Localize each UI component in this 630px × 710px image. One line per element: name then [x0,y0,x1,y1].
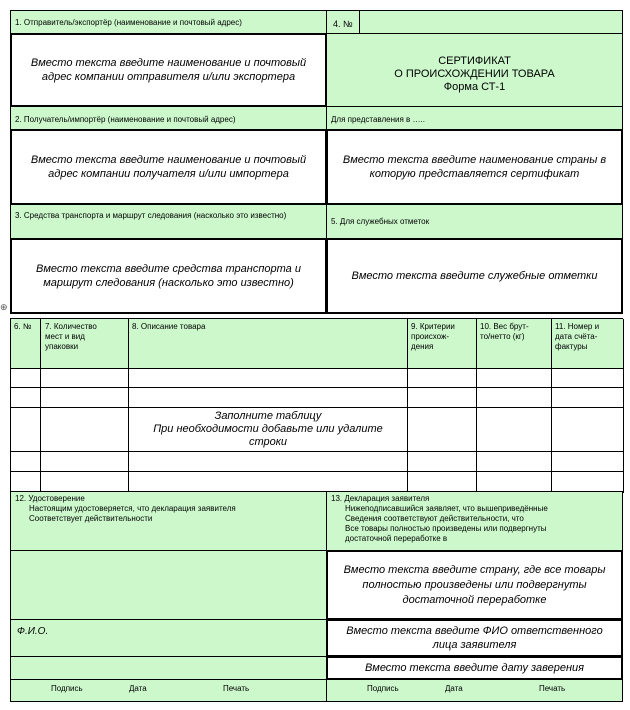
certificate-title-line3: Форма СТ-1 [443,80,506,93]
recipient-address-field[interactable]: Вместо текста введите наименование и почтовый адрес компании получателя и/или импортера [10,129,327,205]
certificate-title-line1: СЕРТИФИКАТ [438,54,511,67]
box2-label: 2. Получатель/импортёр (наименование и почтовый адрес) [10,106,327,130]
table-cell[interactable] [552,452,624,472]
fio-cell[interactable] [10,619,327,657]
certificate-number-field[interactable] [359,10,623,34]
table-cell[interactable] [129,388,408,408]
box13-label: 13. Декларация заявителя [331,494,430,503]
col-header-origin-criteria: 9. Критерии происхож-дения [408,319,477,369]
box4-label-cell [326,10,360,34]
table-cell[interactable] [11,452,41,472]
box13-text: Нижеподписавшийся заявляет, что вышеприведённые Сведения соответствуют действительности, что Все товары полностью произведены или подвергнуты достаточной переработке в [345,504,548,543]
box4-label: 4. № [333,19,353,29]
table-cell[interactable] [408,369,477,388]
origin-country-field[interactable]: Вместо текста введите страну, где все товары полностью произведены или подвергнуты достаточной переработке [326,550,623,620]
col-header-number: 6. № [11,319,41,369]
table-cell[interactable] [41,408,129,452]
col-header-weight: 10. Вес брут-то/нетто (кг) [477,319,552,369]
table-cell[interactable] [408,388,477,408]
goods-table [10,318,623,492]
table-cell[interactable] [477,408,552,452]
date-label-right: Дата [445,684,463,693]
table-move-handle-icon[interactable]: ⊕ [0,302,8,312]
transport-route-field[interactable]: Вместо текста введите средства транспорта и маршрут следования (насколько это известно) [10,238,327,314]
table-cell[interactable] [552,408,624,452]
seal-label-right: Печать [539,684,566,693]
table-cell[interactable] [552,369,624,388]
box5-label: 5. Для служебных отметок [326,204,623,239]
table-cell[interactable] [41,369,129,388]
box13 [326,491,623,551]
table-cell[interactable] [408,472,477,493]
box1-label: 1. Отправитель/экспортёр (наименование и почтовый адрес) [10,10,327,34]
box12 [10,491,327,551]
table-cell[interactable] [129,452,408,472]
table-cell[interactable] [11,408,41,452]
col-header-invoice: 11. Номер и дата счёта-фактуры [552,319,624,369]
table-cell[interactable] [41,388,129,408]
signature-row-right [326,679,623,702]
table-cell[interactable] [552,388,624,408]
official-notes-field[interactable]: Вместо текста введите служебные отметки [326,238,623,314]
box12-label: 12. Удостоверение [15,494,85,503]
table-cell[interactable] [477,369,552,388]
table-cell[interactable] [129,369,408,388]
certificate-title [326,33,623,107]
fio-label: Ф.И.О. [17,626,49,637]
table-fill-hint[interactable]: Заполните таблицу При необходимости добавьте или удалите строки [129,408,408,452]
certification-date-field[interactable]: Вместо текста введите дату заверения [326,656,623,680]
box12-text: Настоящим удостоверяется, что декларация заявителя Соответствует действительности [29,504,236,523]
table-cell[interactable] [477,472,552,493]
sender-address-field[interactable]: Вместо текста введите наименование и почтовый адрес компании отправителя и/или экспортера [10,33,327,107]
responsible-person-field[interactable]: Вместо текста введите ФИО ответственного лица заявителя [326,619,623,657]
table-cell[interactable] [41,472,129,493]
signature-row-left [10,679,327,702]
table-cell[interactable] [41,452,129,472]
table-cell[interactable] [408,408,477,452]
table-cell[interactable] [408,452,477,472]
certification-stamp-area[interactable] [10,550,327,620]
signature-label-left: Подпись [51,684,83,693]
blank-cell [10,656,327,680]
table-cell[interactable] [11,388,41,408]
destination-country-field[interactable]: Вместо текста введите наименование страны в которую представляется сертификат [326,129,623,205]
table-cell[interactable] [552,472,624,493]
table-cell[interactable] [129,472,408,493]
table-cell[interactable] [477,452,552,472]
col-header-packages: 7. Количество мест и вид упаковки [41,319,129,369]
seal-label-left: Печать [223,684,250,693]
signature-label-right: Подпись [367,684,399,693]
box3-label: 3. Средства транспорта и маршрут следования (насколько это известно) [10,204,327,239]
table-cell[interactable] [11,369,41,388]
table-cell[interactable] [477,388,552,408]
table-cell[interactable] [11,472,41,493]
date-label-left: Дата [129,684,147,693]
for-submission-label: Для представления в ….. [326,106,623,130]
col-header-description: 8. Описание товара [129,319,408,369]
certificate-title-line2: О ПРОИСХОЖДЕНИИ ТОВАРА [394,67,555,80]
